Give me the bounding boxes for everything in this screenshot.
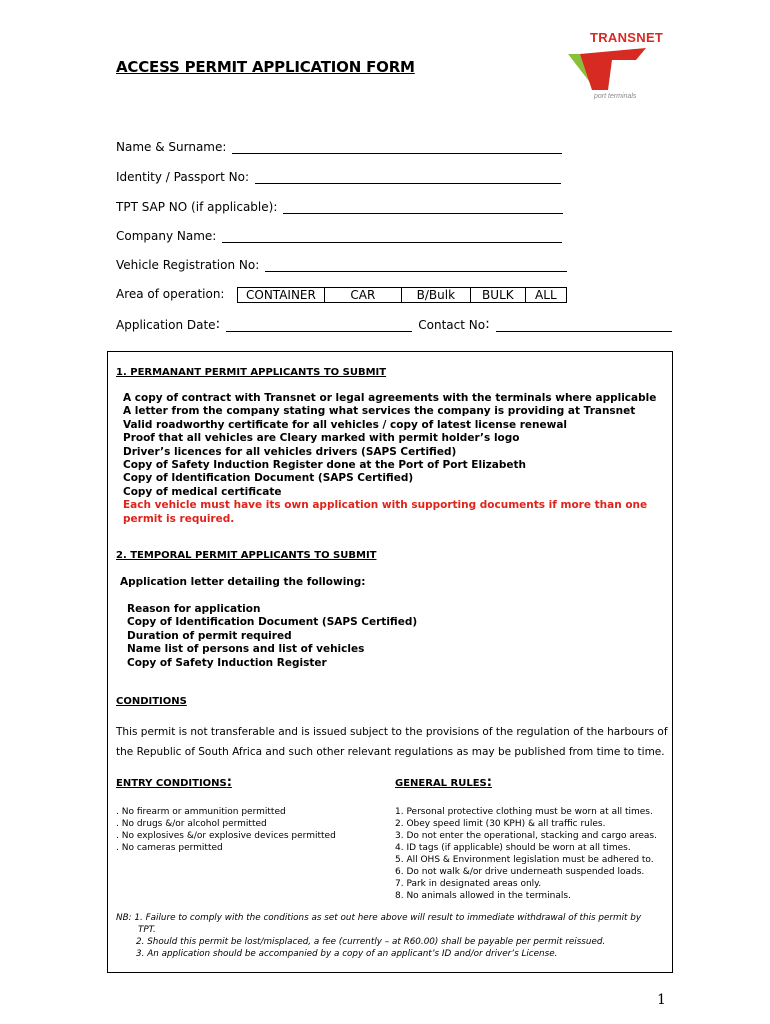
area-of-operation-options [237,287,567,303]
area-option-car[interactable]: CAR [324,288,401,303]
company-field[interactable] [116,229,562,243]
list-item: 2. Obey speed limit (30 KPH) & all traffic rules. [395,819,606,829]
contact-no-label: Contact No [418,318,486,332]
list-item: Copy of Safety Induction Register [127,656,327,669]
sap-line[interactable] [283,201,563,214]
entry-conditions-title: ENTRY CONDITIONS [116,778,227,789]
vehicle-reg-field[interactable] [116,258,567,272]
nb-notes [116,912,671,960]
list-item: 1. Personal protective clothing must be worn at all times. [395,807,653,817]
application-date-row [116,316,672,332]
list-item: 5. All OHS & Environment legislation must be adhered to. [395,855,654,865]
nb-line2: TPT. [138,925,156,935]
contact-no-line[interactable] [496,319,672,332]
list-item: Copy of Safety Induction Register done at the Port of Port Elizabeth [123,459,527,472]
area-option-container[interactable]: CONTAINER [238,288,325,303]
list-item: Duration of permit required [127,629,292,642]
entry-conditions-colon: : [226,775,232,790]
section2-heading: 2. TEMPORAL PERMIT APPLICANTS TO SUBMIT [116,550,377,561]
section2-intro: Application letter detailing the following: [120,576,366,588]
area-option-all[interactable]: ALL [525,288,566,303]
list-item: A letter from the company stating what services the company is providing at Transnet [123,405,636,418]
identity-field[interactable] [116,170,561,184]
list-item: Name list of persons and list of vehicles [127,643,365,656]
transnet-logo [568,30,678,105]
area-of-operation-label: Area of operation: [116,287,225,301]
general-rules-colon: : [486,775,492,790]
entry-conditions-list [116,806,336,854]
conditions-line1: This permit is not transferable and is issued subject to the provisions of the regulation of the harbours of [116,726,668,738]
list-item: 3. Do not enter the operational, stacking and cargo areas. [395,831,657,841]
list-item: . No firearm or ammunition permitted [116,807,286,817]
page-number: 1 [657,992,666,1008]
sap-field[interactable] [116,200,563,214]
list-item: Proof that all vehicles are Cleary marked with permit holder’s logo [123,432,520,445]
area-option-bulk[interactable]: BULK [470,288,525,303]
list-item: Copy of Identification Document (SAPS Certified) [127,616,418,629]
vehicle-reg-label: Vehicle Registration No: [116,258,260,272]
list-item: 6. Do not walk &/or drive underneath suspended loads. [395,867,645,877]
logo-wordmark: TRANSNET [590,30,664,45]
application-date-line[interactable] [226,319,412,332]
name-surname-field[interactable] [116,140,562,154]
identity-line[interactable] [255,171,561,184]
list-item: 7. Park in designated areas only. [395,879,542,889]
application-date-colon: : [215,316,221,332]
list-item: Driver’s licences for all vehicles drivers (SAPS Certified) [123,445,457,458]
form-title: ACCESS PERMIT APPLICATION FORM [116,58,415,76]
area-option-bbulk[interactable]: B/Bulk [401,288,470,303]
name-surname-label: Name & Surname: [116,140,227,154]
list-item: 8. No animals allowed in the terminals. [395,891,571,901]
list-item: . No cameras permitted [116,843,223,853]
general-rules-heading [395,775,492,790]
list-item: Copy of medical certificate [123,485,282,498]
vehicle-reg-line[interactable] [265,259,567,272]
conditions-line2: the Republic of South Africa and such other relevant regulations as may be published from time to time. [116,746,665,758]
nb-line1: NB: 1. Failure to comply with the conditions as set out here above will result to immediate withdrawal of this permit by [116,913,642,923]
section1-heading: 1. PERMANANT PERMIT APPLICANTS TO SUBMIT [116,367,387,378]
logo-tagline: port terminals [594,93,637,100]
general-rules-title: GENERAL RULES [395,778,487,789]
list-item: A copy of contract with Transnet or legal agreements with the terminals where applicable [123,392,657,404]
nb-line4: 3. An application should be accompanied by a copy of an applicant’s ID and/or driver’s License. [136,949,558,959]
contact-no-colon: : [485,316,490,332]
nb-line3: 2. Should this permit be lost/misplaced, a fee (currently – at R60.00) shall be payable per permit reissued. [136,937,606,947]
company-label: Company Name: [116,229,217,243]
section1-list [123,392,656,526]
identity-label: Identity / Passport No: [116,170,249,184]
name-surname-line[interactable] [232,141,562,154]
vehicle-note-line2: permit is required. [123,512,235,525]
section2-list [127,603,417,670]
list-item: Valid roadworthy certificate for all vehicles / copy of latest license renewal [123,418,568,431]
conditions-text [116,722,666,762]
general-rules-list [395,806,657,902]
sap-label: TPT SAP NO (if applicable): [116,200,278,214]
list-item: 4. ID tags (if applicable) should be worn at all times. [395,843,631,853]
list-item: Copy of Identification Document (SAPS Certified) [123,472,414,485]
list-item: Reason for application [127,603,261,615]
entry-conditions-heading [116,775,232,790]
vehicle-note-line1: Each vehicle must have its own application with supporting documents if more than one [123,499,648,512]
application-date-label: Application Date [116,318,216,332]
list-item: . No drugs &/or alcohol permitted [116,819,267,829]
conditions-heading: CONDITIONS [116,696,187,707]
list-item: . No explosives &/or explosive devices permitted [116,831,336,841]
company-line[interactable] [222,230,562,243]
